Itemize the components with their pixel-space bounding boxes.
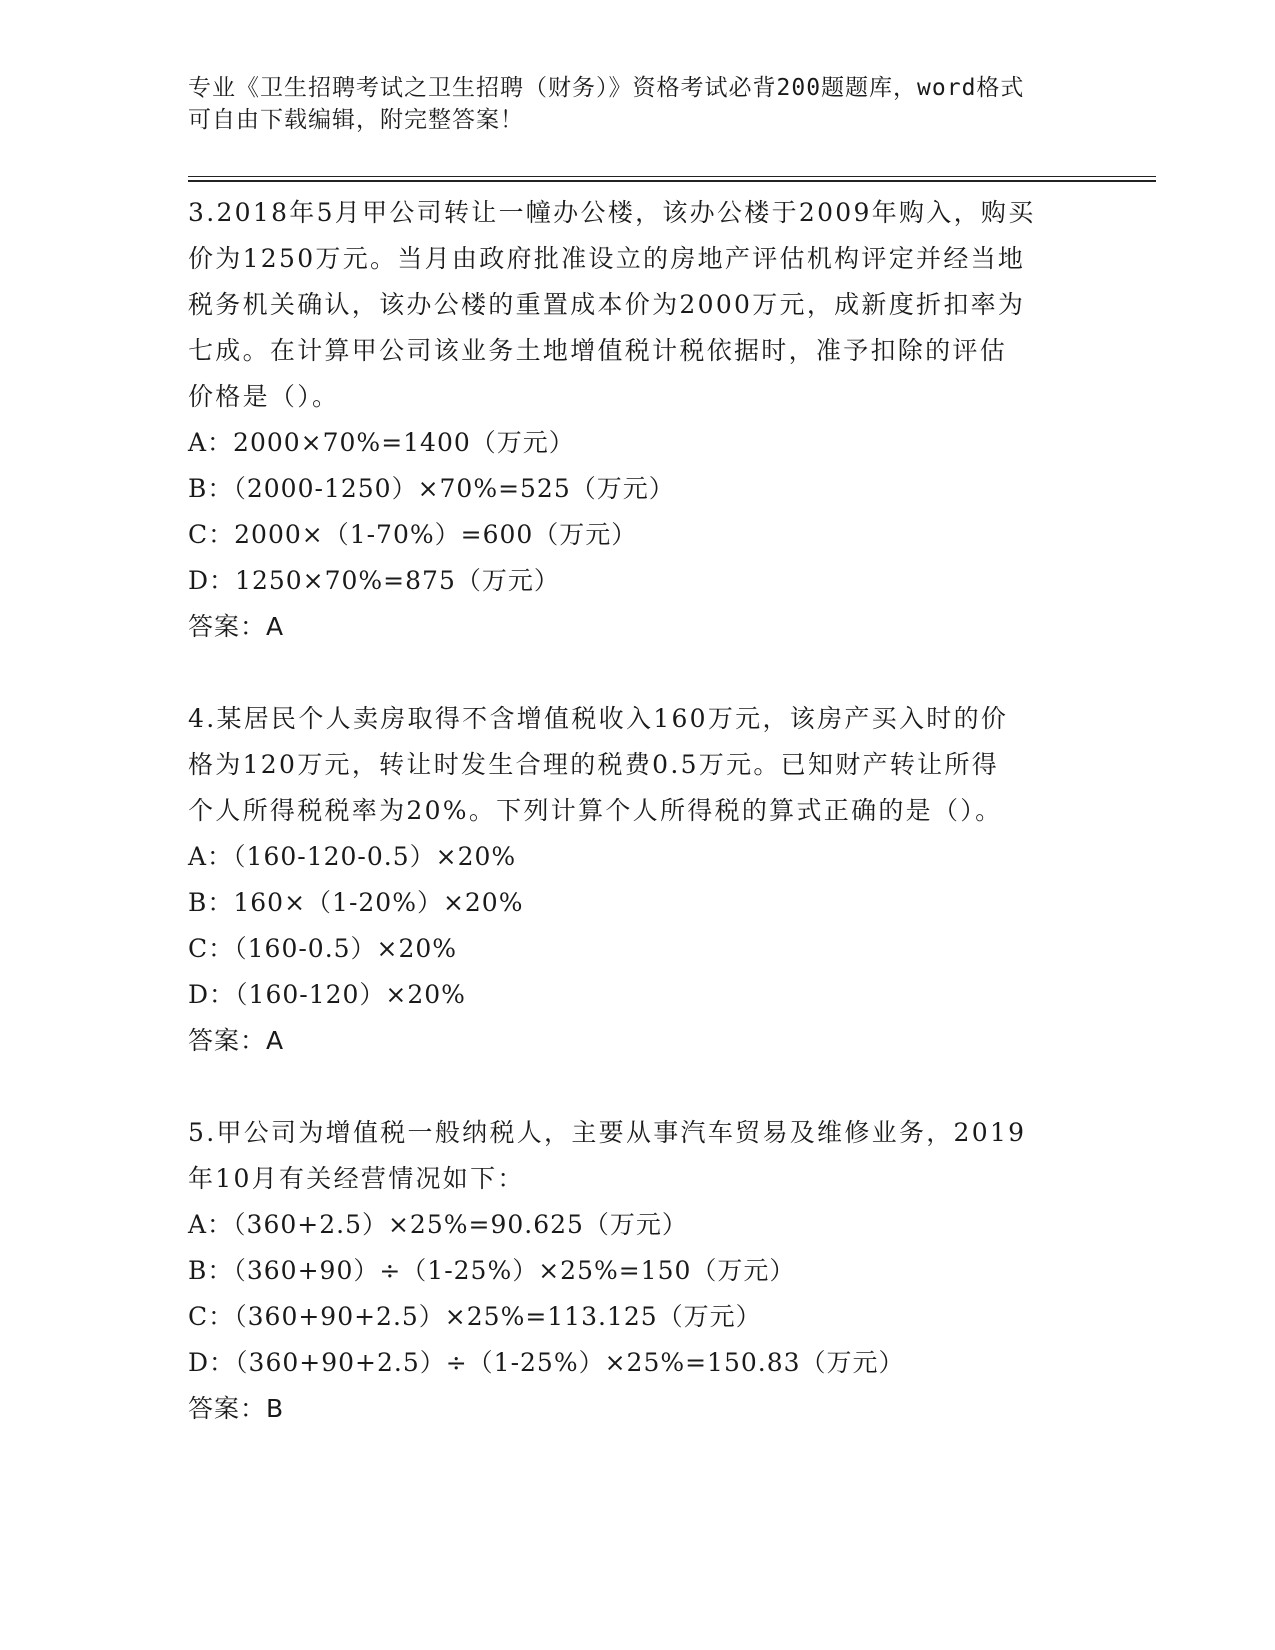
answer-line: 答案：A bbox=[188, 1026, 285, 1055]
question-stem-line: 5.甲公司为增值税一般纳税人，主要从事汽车贸易及维修业务，2019 bbox=[188, 1118, 1027, 1147]
question-5 bbox=[188, 1110, 1088, 1432]
answer-line: 答案：A bbox=[188, 612, 285, 641]
question-stem bbox=[188, 190, 1088, 420]
header-title-line-2: 可自由下载编辑，附完整答案！ bbox=[188, 107, 524, 133]
option-a: A：（160-120-0.5）×20% bbox=[188, 842, 517, 871]
question-stem bbox=[188, 1110, 1088, 1202]
answer-line: 答案：B bbox=[188, 1394, 285, 1423]
header-title-line-1: 专业《卫生招聘考试之卫生招聘（财务）》资格考试必背200题题库，word格式 bbox=[188, 75, 1025, 101]
option-a: A：（360+2.5）×25%=90.625（万元） bbox=[188, 1210, 688, 1239]
question-stem-line: 价格是（）。 bbox=[188, 382, 340, 411]
option-b: B：160×（1-20%）×20% bbox=[188, 888, 524, 917]
question-stem-line: 4.某居民个人卖房取得不含增值税收入160万元，该房产买入时的价 bbox=[188, 704, 1009, 733]
option-d: D：1250×70%=875（万元） bbox=[188, 566, 560, 595]
question-stem-line: 税务机关确认，该办公楼的重置成本价为2000万元，成新度折扣率为 bbox=[188, 290, 1026, 319]
spacer bbox=[188, 1064, 1088, 1110]
option-a: A：2000×70%=1400（万元） bbox=[188, 428, 575, 457]
option-d: D：（360+90+2.5）÷（1-25%）×25%=150.83（万元） bbox=[188, 1348, 905, 1377]
document-header bbox=[188, 72, 1088, 136]
question-stem-line: 年10月有关经营情况如下： bbox=[188, 1164, 525, 1193]
spacer bbox=[188, 650, 1088, 696]
question-list bbox=[188, 190, 1088, 1432]
question-stem-line: 七成。在计算甲公司该业务土地增值税计税依据时，准予扣除的评估 bbox=[188, 336, 1008, 365]
question-stem-line: 个人所得税税率为20%。下列计算个人所得税的算式正确的是（）。 bbox=[188, 796, 1003, 825]
option-c: C：（160-0.5）×20% bbox=[188, 934, 458, 963]
question-stem-line: 价为1250万元。当月由政府批准设立的房地产评估机构评定并经当地 bbox=[188, 244, 1026, 273]
question-stem bbox=[188, 696, 1088, 834]
option-b: B：（360+90）÷（1-25%）×25%=150（万元） bbox=[188, 1256, 796, 1285]
option-d: D：（160-120）×20% bbox=[188, 980, 466, 1009]
question-stem-line: 3.2018年5月甲公司转让一幢办公楼，该办公楼于2009年购入，购买 bbox=[188, 198, 1036, 227]
option-b: B：（2000-1250）×70%=525（万元） bbox=[188, 474, 675, 503]
question-stem-line: 格为120万元，转让时发生合理的税费0.5万元。已知财产转让所得 bbox=[188, 750, 1000, 779]
option-c: C：（360+90+2.5）×25%=113.125（万元） bbox=[188, 1302, 762, 1331]
question-4 bbox=[188, 696, 1088, 1064]
question-3 bbox=[188, 190, 1088, 650]
header-divider-thin bbox=[188, 176, 1156, 177]
header-divider-thick bbox=[188, 180, 1156, 182]
option-c: C：2000×（1-70%）=600（万元） bbox=[188, 520, 638, 549]
